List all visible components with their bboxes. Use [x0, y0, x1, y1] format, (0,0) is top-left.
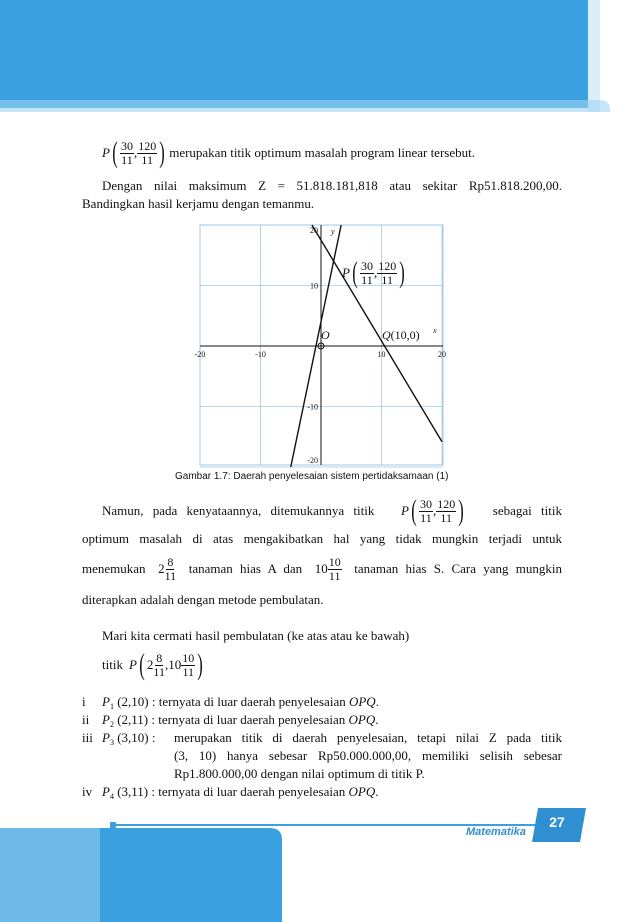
- body-text: Mari kita cermati hasil pembulatan (ke atas atau ke bawah): [102, 628, 410, 643]
- point-P-annotation: P ( $\frac{30}{11}$ , $\frac{120}{11}$ ): [342, 256, 405, 289]
- y-tick-label: -10: [307, 402, 318, 412]
- x-tick-label: 20: [438, 350, 446, 359]
- optimum-point-line: P ( $\frac{30}{11}$ , $\frac{120}{11}$ ) merupakan titik optimum masalah program linear tersebut.: [102, 136, 475, 169]
- fraction: $\frac{30}{11}$: [120, 138, 133, 167]
- fraction: $\frac{120}{11}$: [138, 138, 157, 167]
- point-Q-annotation: Q(10,0): [382, 328, 420, 342]
- list-item: i $P_1$ (2,10) : ternyata di luar daerah penyelesaian OPQ.: [82, 694, 379, 711]
- page-number: 27: [549, 814, 565, 830]
- list-item: ii $P_2$ (2,11) : ternyata di luar daerah penyelesaian OPQ.: [82, 712, 379, 729]
- body-text: merupakan titik optimum masalah program linear tersebut.: [169, 145, 475, 160]
- figure-caption: Gambar 1.7: Daerah penyelesaian sistem pertidaksamaan (1): [175, 471, 449, 482]
- list-item-text: merupakan titik di daerah penyelesaian, tetapi nilai Z pada titik: [174, 730, 562, 745]
- rounding-point-line: titik P ( 2 $\frac{8}{11}$ , 10 $\frac{10}{11}$ ): [102, 648, 203, 681]
- body-text: diterapkan adalah dengan metode pembulatan.: [82, 592, 324, 607]
- body-text: Dengan nilai maksimum Z = 51.818.181,818 atau sekitar Rp51.818.200,00.: [102, 178, 562, 193]
- list-item: iii $P_3$ (3,10) :: [82, 730, 156, 747]
- footer-decoration: [0, 828, 638, 922]
- y-tick-label: 10: [310, 281, 318, 291]
- list-item-text: (3, 10) hanya sebesar Rp50.000.000,00, memiliki selisih sebesar: [174, 748, 562, 763]
- y-tick-label: -20: [307, 456, 318, 465]
- point-P: P: [102, 145, 110, 160]
- footer-subject: Matematika: [466, 826, 526, 838]
- header-accent-white: [600, 0, 638, 112]
- x-tick-label: 10: [377, 350, 386, 359]
- header-shadow: [0, 100, 610, 112]
- y-axis-label: y: [331, 227, 335, 236]
- header-band: [0, 0, 638, 108]
- body-text: menemukan 2 $\frac{8}{11}$ tanaman hias A dan 10 $\frac{10}{11}$ tanaman hias S. Cara yang mungkin: [82, 554, 562, 583]
- y-tick-label: 20: [310, 226, 318, 235]
- point-O-annotation: O: [321, 328, 330, 342]
- header-decoration: [0, 0, 638, 112]
- body-text: optimum masalah di atas mengakibatkan hal yang tidak mungkin terjadi untuk: [82, 531, 562, 546]
- x-tick-label: -10: [255, 350, 266, 359]
- x-axis-label: x: [433, 326, 437, 335]
- list-item-text: Rp1.800.000,00 dengan nilai optimum di titik P.: [174, 766, 425, 781]
- body-text: Namun, pada kenyataannya, ditemukannya titik P ( $\frac{30}{11}$ , $\frac{120}{11}$ ) sebagai titik: [102, 494, 562, 527]
- x-tick-label: -20: [194, 350, 206, 359]
- list-item: iv $P_4$ (3,11) : ternyata di luar daerah penyelesaian OPQ.: [82, 784, 379, 801]
- body-text: Bandingkan hasil kerjamu dengan temanmu.: [82, 196, 315, 211]
